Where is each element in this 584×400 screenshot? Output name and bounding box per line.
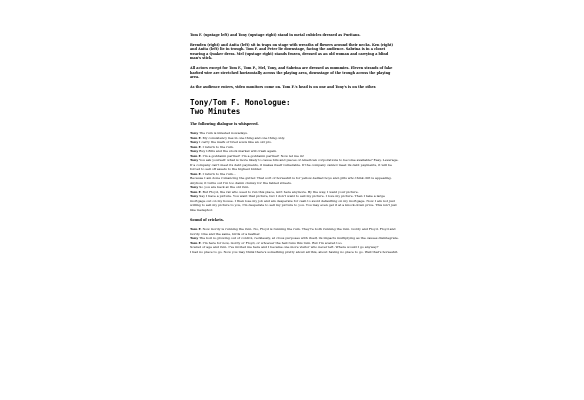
stage-directions [190,33,400,90]
speaker-name: Tom F. [190,171,202,176]
monologue-title: Tony/Tom F. Monologue: Two Minutes [190,97,291,116]
dialogue-text: My consistency lies in one thing and one thing only. [201,135,285,140]
dialogue-text: Now Gordy is running the ruin. No, Floyd is running the ruin. They're both running the ruin. Gordy and Floyd. Floyd and Gordy. One and the same, birds of a feather. [190,227,396,236]
speaker-name: Tom F. [190,135,202,140]
stage-direction: Brenden (right) and Anita (left) sit in traps on stage with wreaths of flowers around their necks. Ken (right) and Anita (left) lie in trough. Tom F. and Peter lie downstage, facing the audience. Sabrina is in a closet wearing a Quaker dress. Mel (upstage right) stands frozen, dressed as an old woman and carrying a blind man's stick. [190,42,394,61]
dialogue-text: Buy LBOs and the stock market will crash again. [198,149,278,154]
dialogue-text: But Floyd, the rat who used to run this place, isn't here anymore. By the way, I want your picture. [201,189,359,194]
stage-direction: All actors except for Tom F., Tom P., Mel, Tony, and Sabrina are dressed as mummies. Eleven strands of fake barbed wire are stretched horizontally across the playing area, downstage of the trough across the playing area. [190,66,393,80]
dialogue-line [190,227,400,236]
dialogue-line [190,176,400,185]
dialogue-text: You ask yourself: what is more likely to cause bits and pieces of American corporations to become available? Easy. Leverage. [198,158,399,163]
dialogue-text: The boil is growing out of control, recklessly, at cross purposes with itself, its impacts multiplying as the causes disintegrate. [198,236,399,241]
sound-note: Sound of crickets. [190,218,224,223]
dialogue-text: I'm here for now, Gordy or Floyd, or whoever the hell runs this ruin. But I'm scared too. [201,240,343,245]
dialogue-text: If a company can't meet its debt payments, it makes itself vulnerable. If the company cannot meet its debt payments, it will be forced to sell off assets to the highest bidder. [190,162,392,172]
speaker-name: Tony [190,131,199,136]
dialogue-line [190,163,400,172]
dialogue-text: Because I am done romancing the gutter. That sort of horseshit is for yellow-bellied boys and girls who think dirt is appealing. Anyhow, it turns out I'm too damn clumsy for the fabled streets. [190,176,392,185]
dialogue-text: Say I have a picture. You want that picture, but I don't want to sell my picture. I love my picture. Then I take a large mortgage out on my house. I then lose my job and am desperate for cash to avoid defaulting on my mortgage. Now I am not just willing to sell my picture to you, I'm desperate to sell my picture to you. You may even get it at a knock-down price. This isn't just like metaphor. [190,194,397,212]
stage-direction: As the audience enters, video monitors come on. Tom F.'s head is on one and Tony's is on the other. [190,85,377,90]
stage-direction: Tom F. (upstage left) and Tony (upstage right) stand in metal cubicles dressed as Puritans. [190,33,361,37]
speaker-name: Tom F. [190,240,202,245]
speaker-name: Tom F. [190,189,202,194]
speaker-name: Tony [190,140,199,145]
dialogue-text: The ruin is infested nowadays. [198,131,248,136]
speaker-name: Tony [190,194,199,199]
speaker-name: Tony [190,149,199,154]
dialogue-text: So you are back at the old ruin. [198,185,250,190]
dialogue-text: I'm a goddamn partner! I'm a goddamn partner! Now let me in! [201,153,305,158]
speaker-name: Tony [190,158,199,163]
dialogue-text: Scared of age and ruin. I've invited me here and I became one more visitor who never left. Where would I go anyway? [190,245,379,250]
whisper-note: The following dialogue is whispered. [190,121,259,126]
dialogue-line [190,250,400,255]
dialogue-block-2 [190,227,400,254]
speaker-name: Tony [190,185,199,190]
speaker-name: Tony [190,236,199,241]
script-page [190,33,400,254]
dialogue-text: I carry the mark of tired souls like an old pro. [198,140,272,145]
speaker-name: Tom F. [190,144,202,149]
speaker-name: Tom F. [190,153,202,158]
dialogue-line [190,194,400,212]
dialogue-text: I return to the ruin... [201,171,236,176]
dialogue-text: I had no place to go. Now you may think there's something pretty about all this, about having no place to go. Well that's horseshit. [190,249,399,254]
dialogue-text: I return to the ruin. [201,144,234,149]
speaker-name: Tom F. [190,227,202,232]
dialogue-block [190,131,400,212]
